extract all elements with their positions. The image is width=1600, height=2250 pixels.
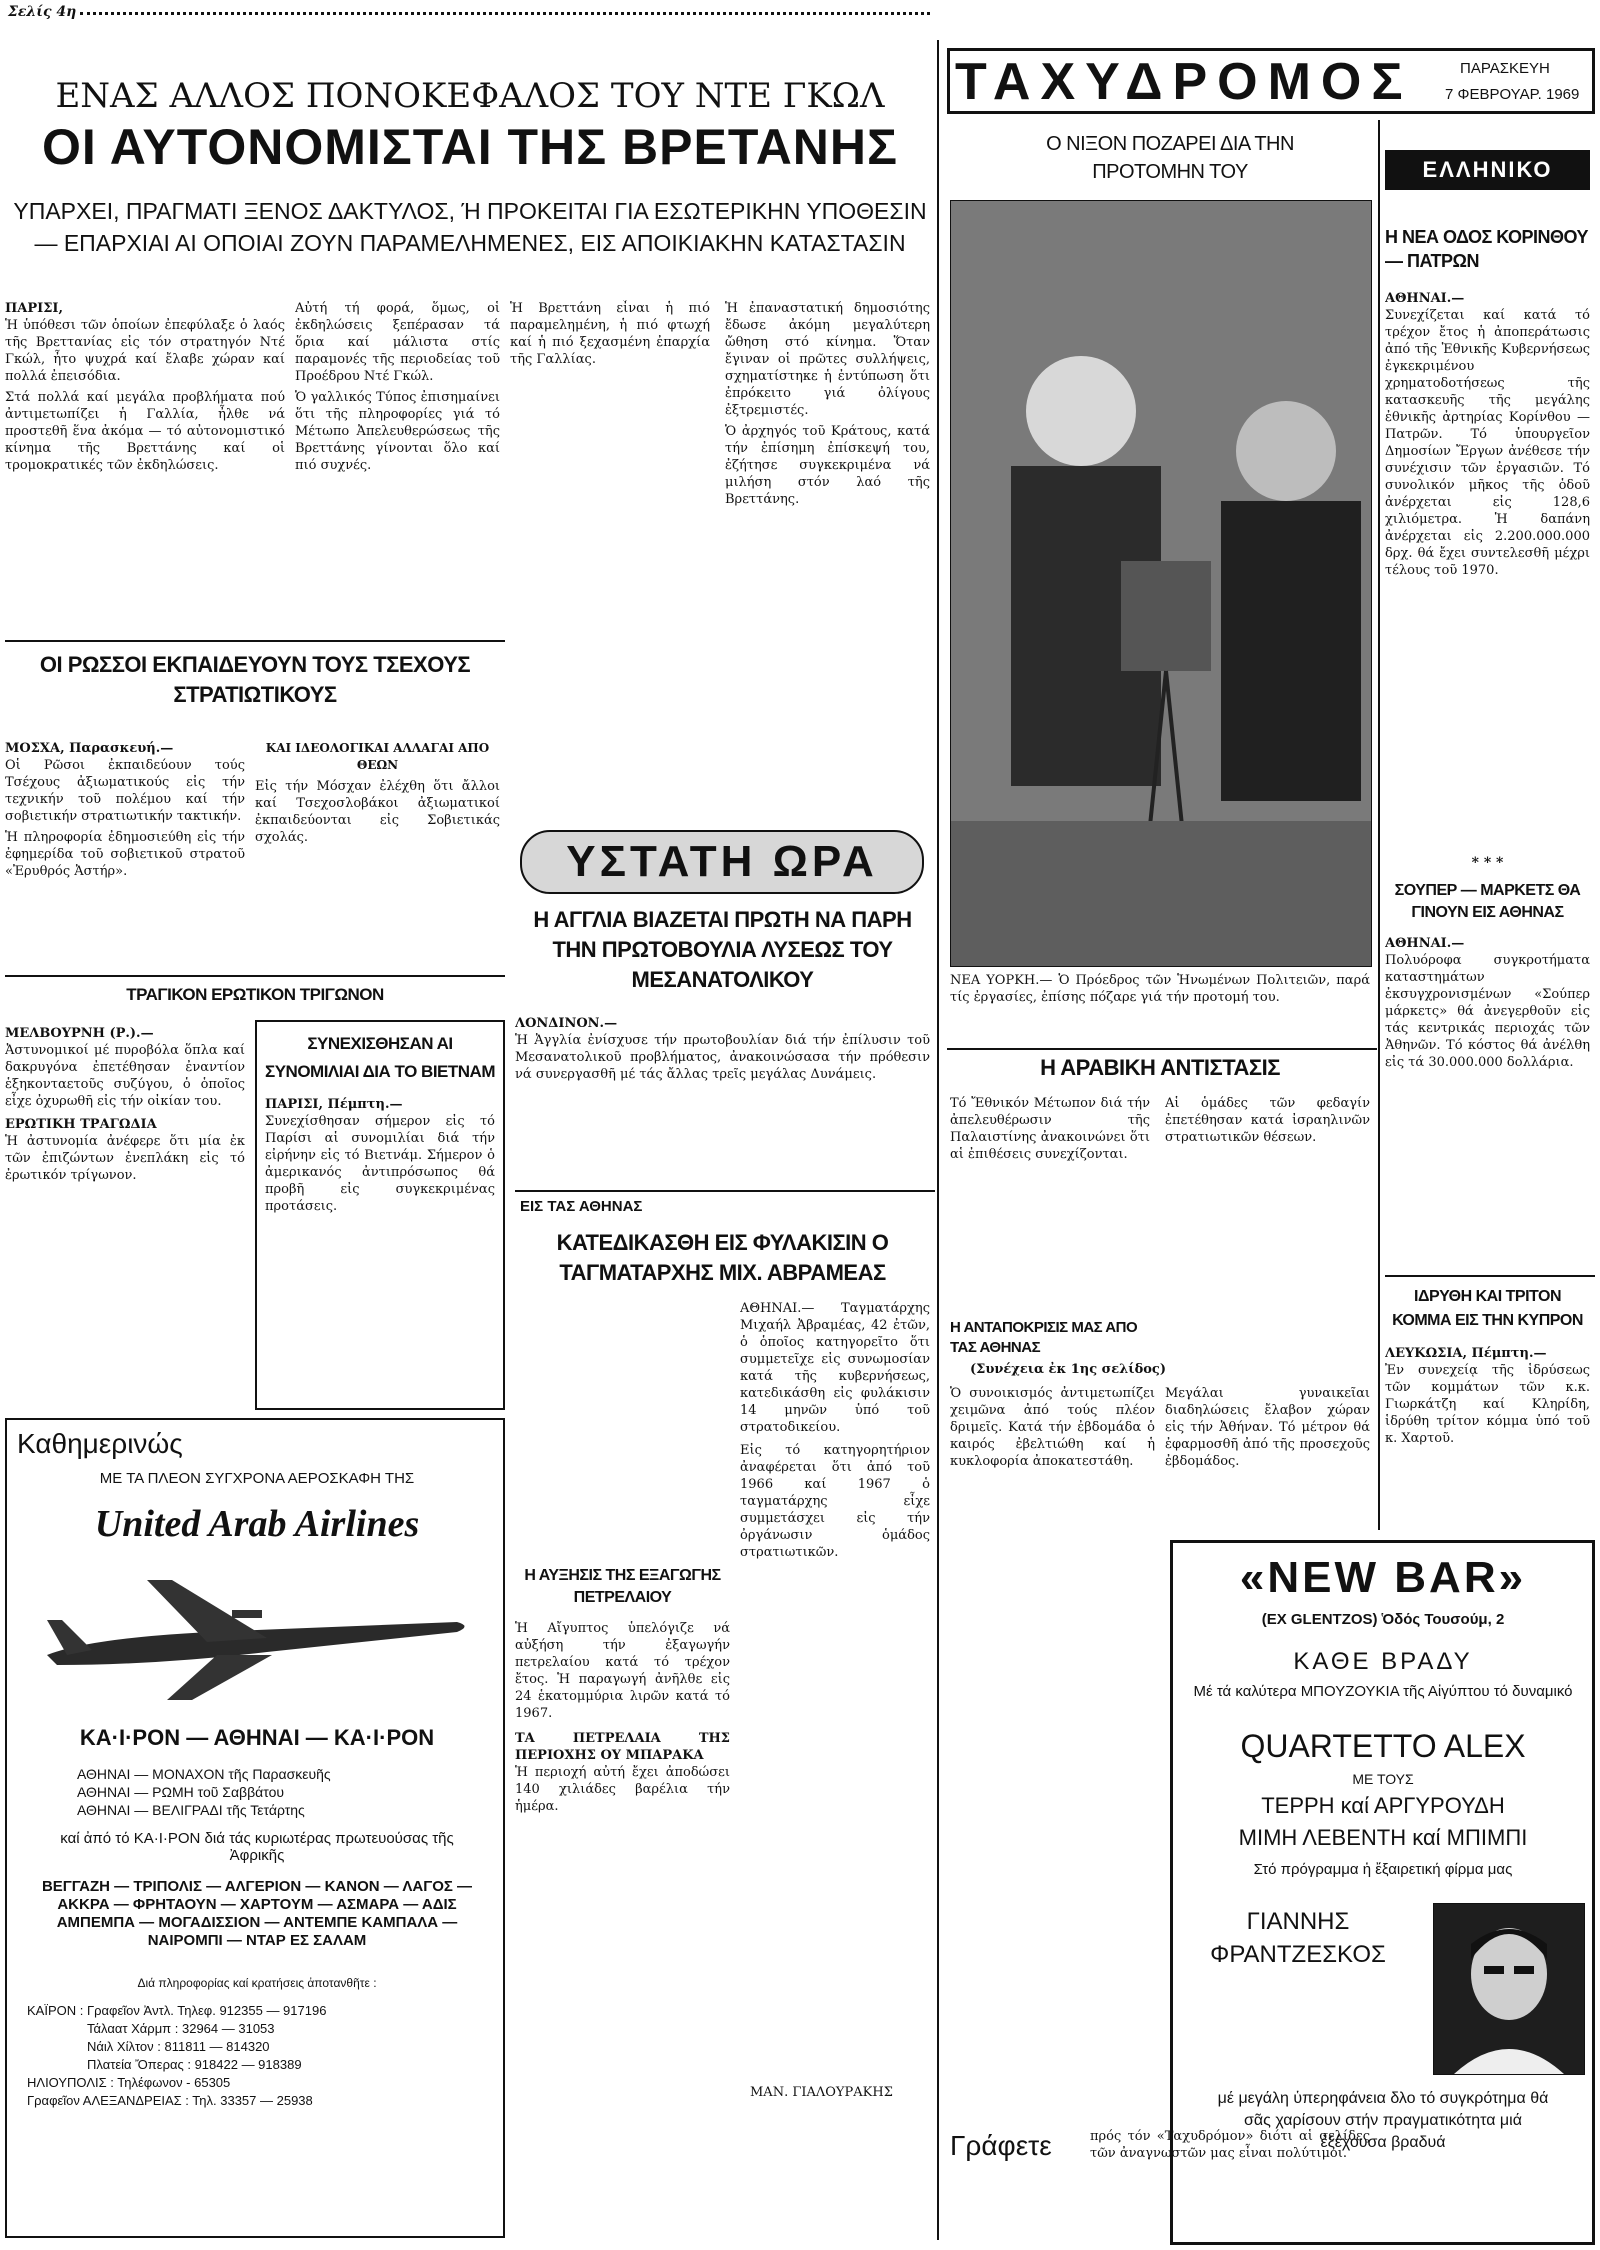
russians-dateline: ΜΟΣΧΑ, Παρασκευή.— xyxy=(5,741,174,756)
office-alex: Γραφεῖον ΑΛΕΞΑΝΔΡΕΙΑΣ : Τηλ. 33357 — 25938 xyxy=(27,2093,313,2108)
cyprus-dateline: ΛΕΥΚΩΣΙΑ, Πέμπτη.— xyxy=(1385,1346,1547,1361)
ad-line: ΜΕ ΤΑ ΠΛΕΟΝ ΣΥΓΧΡΟΝΑ ΑΕΡΟΣΚΑΦΗ ΤΗΣ xyxy=(99,1470,415,1487)
greece-para-2: Εἰς τό κατηγορητήριον ἀναφέρεται ὅτι ἀπό τοῦ 1966 καί 1967 ὁ ταγματάρχης εἶχε συμμετάσχει εἰς τήν ὀργάνωσιν ὁμάδος στρατιωτικῶν. xyxy=(740,1443,930,1560)
stop-para: Ἡ Ἀγγλία ἐνίσχυσε τήν πρωτοβουλίαν διά τήν ἐπίλυσιν τοῦ Μεσανατολικοῦ προβλήματος, ἀνακοινώσασα τήν πρόθεσιν νά συνεργασθῆ μέ τάς ἄλλας τρεῖς μεγάλας Δυνάμεις. xyxy=(515,1033,930,1082)
column-divider-main xyxy=(937,40,939,2240)
newbar-star1: ΓΙΑΝΝΗΣ xyxy=(1246,1908,1350,1935)
corr-sub: (Συνέχεια ἐκ 1ης σελίδος) xyxy=(970,1362,1166,1377)
masthead-title: ΤΑΧΥΔΡΟΜΟΣ xyxy=(955,53,1413,111)
ad-info: Διά πληροφορίας καί κρατήσεις ἀποτανθῆτε : xyxy=(137,1976,377,1990)
petrol-col xyxy=(515,1620,730,2080)
lead-para-2: Στά πολλά καί μεγάλα προβλήματα πού ἀντιμετωπίζει ἡ Γαλλία, ἦλθε νά προστεθῆ ἕνα ἀκόμα — τό αὐτονομιστικό κίνημα τῆς Βρεττάνης καί οἱ τρομοκρατικές τῶν ἐκδηλώσεις. xyxy=(5,390,285,473)
ad-route: ΚΑ·Ι·ΡΟΝ — ΑΘΗΝΑΙ — ΚΑ·Ι·ΡΟΝ xyxy=(79,1725,435,1750)
newbar-line2: Στό πρόγραμμα ἡ ἔξαιρετική φίρμα μας xyxy=(1253,1861,1513,1878)
ad-title: Καθημερινώς xyxy=(17,1428,183,1459)
russians-col-1 xyxy=(5,740,245,970)
ad-sched-1: ΑΘΗΝΑΙ — ΜΟΝΑΧΟΝ τῆς Παρασκευῆς xyxy=(77,1766,331,1782)
greece-para-1: ΑΘΗΝΑΙ.— Ταγματάρχης Μιχαήλ Ἀβραμέας, 42 ἐτῶν, ὁ ὁποῖος κατηγορεῖτο ὅτι συμμετεῖχε εἰς συνωμοσίαν κατά τῆς κυβερνήσεως, κατεδικάσθη εἰς φυλάκισιν 14 μηνῶν ὑπό τοῦ στρατοδικείου. xyxy=(740,1301,930,1435)
divider-stars: * * * xyxy=(1471,855,1504,871)
tragic-para-2: Ἡ ἀστυνομία ἀνέφερε ὅτι μία ἐκ τῶν ἐπιζώντων ἐνεπλάκη εἰς τό ἐρωτικόν τρίγωνον. xyxy=(5,1134,245,1183)
super-headline: ΣΟΥΠΕΡ — ΜΑΡΚΕΤΣ ΘΑ ΓΙΝΟΥΝ ΕΙΣ ΑΘΗΝΑΣ xyxy=(1394,882,1581,921)
page-label: Σελίς 4η xyxy=(8,4,77,20)
russians-col-2 xyxy=(255,740,500,970)
petrol-sub: ΤΑ ΠΕΤΡΕΛΑΙΑ ΤΗΣ ΠΕΡΙΟΧΗΣ ΟΥ ΜΠΑΡΑΚΑ xyxy=(515,1731,730,1763)
russians-sub: ΚΑΙ ΙΔΕΟΛΟΓΙΚΑΙ ΑΛΛΑΓΑΙ ΑΠΟ ΘΕΩΝ xyxy=(265,741,490,772)
tragic-headline: ΤΡΑΓΙΚΟΝ ΕΡΩΤΙΚΟΝ ΤΡΙΓΩΝΟΝ xyxy=(126,985,384,1004)
lead-col-1 xyxy=(5,300,285,630)
newbar-address: (ΕΧ GLENTZOS) Ὁδός Τουσούμ, 2 xyxy=(1261,1611,1505,1628)
ad-sched-2: ΑΘΗΝΑΙ — ΡΩΜΗ τοῦ Σαββάτου xyxy=(77,1784,285,1800)
tragic-dateline: ΜΕΛΒΟΥΡΝΗ (Ρ.).— xyxy=(5,1026,154,1041)
newbar-title: «NEW BAR» xyxy=(1239,1553,1527,1602)
road-dateline: ΑΘΗΝΑΙ.— xyxy=(1385,291,1465,306)
ad-connect: καί ἀπό τό ΚΑ·Ι·ΡΟΝ διά τάς κυριωτέρας πρωτευούσας τῆς Ἀφρικῆς xyxy=(60,1830,454,1864)
lead-col-2 xyxy=(295,300,500,680)
petrol-para-2: Ἡ περιοχή αὐτή ἔχει ἀποδώσει 140 χιλιάδες βαρέλια τήν ἡμέρα. xyxy=(515,1765,730,1814)
greece-label: ΕΙΣ ΤΑΣ ΑΘΗΝΑΣ xyxy=(520,1198,643,1215)
russians-para-3: Εἰς τήν Μόσχαν ἐλέχθη ὅτι ἄλλοι καί Τσεχοσλοβάκοι ἀξιωματικοί ἐκπαιδεύονται εἰς Σοβιετικάς σχολάς. xyxy=(255,779,500,845)
greece-col-1 xyxy=(740,1300,930,1800)
vietnam-dateline: ΠΑΡΙΣΙ, Πέμπτη.— xyxy=(265,1097,403,1112)
tragic-col-1 xyxy=(5,1025,245,1395)
photo-figures xyxy=(951,201,1371,966)
nixon-headline: Ο ΝΙΞΟΝ ΠΟΖΑΡΕΙ ΔΙΑ ΤΗΝ ΠΡΟΤΟΜΗΝ ΤΟΥ xyxy=(1046,133,1294,183)
newbar-footer: μέ μεγάλη ὑπερηφάνεια δλο τό συγκρότημα θά σᾶς χαρίσουν στήν πραγματικότητα μιά ἐξέχουσα βραδυά xyxy=(1217,2090,1549,2151)
airline-ad xyxy=(5,1418,505,2238)
lead-para-5: Ἡ Βρεττάνη εἶναι ἡ πιό παραμελημένη, ἡ πιό φτωχή καί ἡ πιό ξεχασμένη ἐπαρχία τῆς Γαλλίας. xyxy=(510,301,710,367)
russians-para-2: Ἡ πληροφορία ἐδημοσιεύθη εἰς τήν ἐφημερίδα τοῦ σοβιετικοῦ στρατοῦ «Ἐρυθρός Ἀστήρ». xyxy=(5,830,245,879)
lead-para-7: Ὁ ἀρχηγός τοῦ Κράτους, κατά τήν ἐπίσημη ἐπίσκεψή του, ἐζήτησε συγκεκριμένα νά μιλήση στόν λαό τῆς Βρεττάνης. xyxy=(725,424,930,507)
ad-cities: ΒΕΓΓΑΖΗ — ΤΡΙΠΟΛΙΣ — ΑΛΓΕΡΙΟΝ — ΚΑΝΟΝ — ΛΑΓΟΣ — ΑΚΚΡΑ — ΦΡΗΤΑΟΥΝ — ΧΑΡΤΟΥΜ — ΑΣΜΑΡΑ — ΑΔΙΣ ΑΜΠΕΜΠΑ — ΜΟΓΑΔΙΣΣΙΟΝ — ΑΝΤΕΜΠΕ ΚΑΜΠΑΛΑ — ΝΑΙΡΟΜΠΙ — ΝΤΑΡ ΕΣ ΣΑΛΑΜ xyxy=(41,1878,473,1949)
singer-face xyxy=(1434,1904,1584,2074)
lead-para-1: Ἡ ὑπόθεσι τῶν ὁποίων ἐπεφύλαξε ὁ λαός τῆς Βρεττανίας εἰς τόν στρατηγόν Ντέ Γκώλ, ἦτο ψυχρά καί ἔλαβε χώραν καί πολλά ἐπεισόδια. xyxy=(5,318,285,384)
newbar-ad xyxy=(1170,1540,1595,2245)
petrol-para-1: Ἡ Αἴγυπτος ὑπελόγιζε νά αὐξήση τήν ἐξαγωγήν πετρελαίου κατά τό τρέχον ἔτος. Ἡ παραγωγή ἀνῆλθε εἰς 24 ἑκατομμύρια λιρῶν κατά τό 1967. xyxy=(515,1621,730,1721)
newbar-star2: ΦΡΑΝΤΖΕΣΚΟΣ xyxy=(1210,1941,1386,1968)
nixon-photo xyxy=(950,200,1372,967)
masthead-day: ΠΑΡΑΣΚΕΥΗ xyxy=(1460,60,1550,77)
byline: ΜΑΝ. ΓΙΑΛΟΥΡΑΚΗΣ xyxy=(750,2085,893,2100)
office-kairon: ΚΑΪΡΟΝ : Γραφεῖον Ἀντλ. Τηλεφ. 912355 — 917196 xyxy=(27,2003,327,2018)
corr-col-2: Μεγάλαι γυναικεῖαι διαδηλώσεις ἔλαβον χώραν εἰς τήν Ἀθήναν. Τό μέτρον θά ἐφαρμοσθῆ ἀπό τῆς προσεχοῦς ἐβδομάδος. xyxy=(1165,1386,1370,1469)
arab-col-1: Τό Ἔθνικόν Μέτωπον διά τήν ἀπελευθέρωσιν τῆς Παλαιστίνης ἀνακοινώνει ὅτι αἱ ἐπιθέσεις συνεχίζονται. xyxy=(950,1096,1150,1162)
section-label: ΕΛΛΗΝΙΚΟ xyxy=(1385,150,1590,190)
lead-dateline: ΠΑΡΙΣΙ, xyxy=(5,301,64,316)
lead-para-4: Ὁ γαλλικός Τύπος ἐπισημαίνει ὅτι τῆς πληροφορίες γιά τό Μέτωπο Ἀπελευθερώσεως τῆς Βρεττάνης γίνονται ὅλο καί πιό συχνές. xyxy=(295,390,500,473)
russians-headline: ΟΙ ΡΩΣΣΟΙ ΕΚΠΑΙΔΕΥΟΥΝ ΤΟΥΣ ΤΣΕΧΟΥΣ ΣΤΡΑΤΙΩΤΙΚΟΥΣ xyxy=(39,652,471,707)
arab-headline: Η ΑΡΑΒΙΚΗ ΑΝΤΙΣΤΑΣΙΣ xyxy=(1040,1055,1280,1080)
stop-press-banner xyxy=(520,830,924,894)
lead-para-6: Ἡ ἐπαναστατική δημοσιότης ἔδωσε ἀκόμη μεγαλύτερη ὤθηση στό κίνημα. Ὅταν ἔγιναν οἱ πρῶτες συλλήψεις, σχηματίστηκε ἡ ἐντύπωση ὅτι ἐπρόκειτο γιά ὀλίγους ἐξτρεμιστές. xyxy=(725,301,930,418)
masthead-date: 7 ΦΕΒΡΟΥΑΡ. 1969 xyxy=(1445,86,1580,103)
vietnam-headline: ΣΥΝΕΧΙΣΘΗΣΑΝ ΑΙ ΣΥΝΟΜΙΛΙΑΙ ΔΙΑ ΤΟ ΒΙΕΤΝΑΜ xyxy=(265,1034,495,1081)
road-para: Συνεχίζεται καί κατά τό τρέχον ἔτος ἡ ἀποπεράτωσις ἀπό τῆς Ἐθνικῆς Κυβερνήσεως ἐγκεκριμένου χρηματοδοτήσεως τῆς κατασκευῆς τῆς μεγάλης ἐθνικῆς ἀρτηρίας Κορίνθου — Πατρῶν. Τό ὑπουργεῖον Δημοσίων Ἔργων ἀνέθεσε τήν συνέχισιν τῶν ἐργασιῶν. Τό συνολικόν μῆκος τῆς ὁδοῦ ἀνέρχεται εἰς 128,6 χιλιόμετρα. Ἡ δαπάνη ἀνέρχεται εἰς 2.200.000.000 δρχ. θά ἔχει συντελεσθῆ μέχρι τέλους τοῦ 1970. xyxy=(1385,308,1590,578)
cyprus-para: Ἐν συνεχείᾳ τῆς ἱδρύσεως τῶν κομμάτων τῶν κ.κ. Γιωρκάτζη καί Κληρίδη, ἱδρύθη τρίτον κόμμα ὑπό τοῦ κ. Χαρτοῦ. xyxy=(1385,1363,1590,1446)
kicker: ΕΝΑΣ ΑΛΛΟΣ ΠΟΝΟΚΕΦΑΛΟΣ ΤΟΥ ΝΤΕ ΓΚΩΛ xyxy=(55,76,885,116)
stop-press-title: ΥΣΤΑΤΗ ΩΡΑ xyxy=(566,837,878,886)
super-body xyxy=(1385,935,1590,1265)
top-dotted-rule xyxy=(80,12,930,15)
road-body xyxy=(1385,290,1590,850)
nixon-caption: ΝΕΑ ΥΟΡΚΗ.— Ὁ Πρόεδρος τῶν Ἡνωμένων Πολιτειῶν, παρά τίς ἐργασίες, ἐπίσης πόζαρε γιά τήν προτομή του. xyxy=(950,973,1370,1005)
stop-dateline: ΛΟΝΔΙΝΟΝ.— xyxy=(515,1016,618,1031)
newbar-every: ΚΑΘΕ ΒΡΑΔΥ xyxy=(1293,1648,1473,1675)
grafete-title: Γράφετε xyxy=(950,2130,1052,2161)
ad-schedule xyxy=(77,1765,477,1819)
lead-para-3: Αὐτή τή φορά, ὅμως, οἱ ἐκδηλώσεις ξεπέρασαν τά ὅρια καί μάλιστα στίς παραμονές τῆς περιοδείας τοῦ Προέδρου Ντέ Γκώλ. xyxy=(295,301,500,384)
airplane-illustration xyxy=(37,1560,477,1710)
newbar-line1: Μέ τά καλύτερα ΜΠΟΥΖΟΥΚΙΑ τῆς Αἰγύπτου τό δυναμικό xyxy=(1193,1683,1573,1700)
vietnam-para: Συνεχίσθησαν σήμερον εἰς τό Παρίσι αἱ συνομιλίαι διά τήν εἰρήνην εἰς τό Βιετνάμ. Σήμερον ὁ ἀμερικανός ἀντιπρόσωπος θά προβῆ εἰς συγκεκριμένας προτάσεις. xyxy=(265,1114,495,1214)
grafete-body: πρός τόν «Ταχυδρόμον» διότι αἱ σελίδες τῶν ἀναγνωστῶν μας εἶναι πολύτιμοι. xyxy=(1090,2129,1370,2161)
ad-offices xyxy=(27,2002,487,2110)
lead-col-4 xyxy=(725,300,930,820)
newbar-names1: ΤΕΡΡΗ καί ΑΡΓΥΡΟΥΔΗ xyxy=(1261,1793,1505,1818)
airline-logo: United Arab Airlines xyxy=(94,1503,420,1545)
office-opera: Πλατεία Ὄπερας : 918422 — 918389 xyxy=(87,2057,302,2072)
main-subhead: ΥΠΑΡΧΕΙ, ΠΡΑΓΜΑΤΙ ΞΕΝΟΣ ΔΑΚΤΥΛΟΣ, Ή ΠΡΟΚΕΙΤΑΙ ΓΙΑ ΕΣΩΤΕΡΙΚΗΝ ΥΠΟΘΕΣΙΝ — ΕΠΑΡΧΙΑΙ ΑΙ ΟΠΟΙΑΙ ΖΟΥΝ ΠΑΡΑΜΕΛΗΜΕΝΕΣ, ΕΙΣ ΑΠΟΙΚΙΑΚΗΝ ΚΑΤΑΣΤΑΣΙΝ xyxy=(13,198,927,256)
stop-body xyxy=(515,1015,930,1175)
newbar-band: QUARTETTO ALEX xyxy=(1240,1728,1526,1764)
stop-headline: Η ΑΓΓΛΙΑ ΒΙΑΖΕΤΑΙ ΠΡΩΤΗ ΝΑ ΠΑΡΗ ΤΗΝ ΠΡΩΤΟΒΟΥΛΙΑ ΛΥΣΕΩΣ ΤΟΥ ΜΕΣΑΝΑΤΟΛΙΚΟΥ xyxy=(533,907,912,992)
newbar-names2: ΜΙΜΗ ΛΕΒΕΝΤΗ καί ΜΠΙΜΠΙ xyxy=(1238,1825,1528,1850)
arab-col-2: Αἱ ὁμάδες τῶν φεδαγίν ἐπετέθησαν κατά ἰσραηλινῶν στρατιωτικῶν θέσεων. xyxy=(1165,1096,1370,1145)
office-heliopolis: ΗΛΙΟΥΠΟΛΙΣ : Τηλέφωνον - 65305 xyxy=(27,2075,231,2090)
cyprus-body xyxy=(1385,1345,1590,1515)
office-tahrir: Τάλαατ Χάρμπ : 32964 — 31053 xyxy=(87,2021,275,2036)
super-para: Πολυόροφα συγκροτήματα καταστημάτων ἐκσυγχρονισμένων «Σούπερ μάρκετς» θά ἀνεγερθοῦν εἰς τάς κεντρικάς περιοχάς τῶν Ἀθηνῶν. Τό κόστος θά ἀνέλθη εἰς τά 30.000.000 δολλάρια. xyxy=(1385,953,1590,1070)
vietnam-body xyxy=(265,1096,495,1215)
newbar-with: ΜΕ ΤΟΥΣ xyxy=(1352,1771,1414,1787)
ad-sched-3: ΑΘΗΝΑΙ — ΒΕΛΙΓΡΑΔΙ τῆς Τετάρτης xyxy=(77,1802,305,1818)
petrol-headline: Η ΑΥΞΗΣΙΣ ΤΗΣ ΕΞΑΓΩΓΗΣ ΠΕΤΡΕΛΑΙΟΥ xyxy=(524,1567,721,1606)
corr-col-1: Ὁ συνοικισμός ἀντιμετωπίζει χειμῶνα ἀπό τούς πλέον δριμεῖς. Κατά τήν ἐβδομάδα ὁ καιρός ἐβελτιώθη καί ἡ κυκλοφορία ἀποκατεστάθη. xyxy=(950,1386,1155,1469)
main-headline: ΟΙ ΑΥΤΟΝΟΜΙΣΤΑΙ ΤΗΣ ΒΡΕΤΑΝΗΣ xyxy=(41,119,899,175)
lead-col-3 xyxy=(510,300,710,820)
tragic-sub: ΕΡΩΤΙΚΗ ΤΡΑΓΩΔΙΑ xyxy=(5,1117,157,1132)
road-headline: Η ΝΕΑ ΟΔΟΣ ΚΟΡΙΝΘΟΥ — ΠΑΤΡΩΝ xyxy=(1385,227,1588,271)
vietnam-box xyxy=(255,1020,505,1410)
office-nile: Νάιλ Χίλτον : 811811 — 814320 xyxy=(87,2039,270,2054)
singer-portrait xyxy=(1433,1903,1585,2075)
cyprus-headline: ΙΔΡΥΘΗ ΚΑΙ ΤΡΙΤΟΝ ΚΟΜΜΑ ΕΙΣ ΤΗΝ ΚΥΠΡΟΝ xyxy=(1392,1288,1583,1329)
super-dateline: ΑΘΗΝΑΙ.— xyxy=(1385,936,1465,951)
russians-para-1: Οἱ Ρῶσοι ἐκπαιδεύουν τούς Τσέχους ἀξιωματικούς εἰς τήν τεχνικήν τοῦ πολέμου καί τήν σοβιετικήν στρατιωτικήν τακτικήν. xyxy=(5,758,245,824)
tragic-para-1: Ἀστυνομικοί μέ πυροβόλα ὅπλα καί δακρυγόνα ἐπετέθησαν ἐναντίον ἑξηκονταετοῦς συζύγου, ὁ ὁποῖος εἶχε ὀχυρωθῆ εἰς τήν οἰκίαν του. xyxy=(5,1043,245,1109)
greece-headline: ΚΑΤΕΔΙΚΑΣΘΗ ΕΙΣ ΦΥΛΑΚΙΣΙΝ Ο ΤΑΓΜΑΤΑΡΧΗΣ ΜΙΧ. ΑΒΡΑΜΕΑΣ xyxy=(556,1230,889,1285)
corr-headline: Η ΑΝΤΑΠΟΚΡΙΣΙΣ ΜΑΣ ΑΠΟ ΤΑΣ ΑΘΗΝΑΣ xyxy=(950,1319,1138,1356)
